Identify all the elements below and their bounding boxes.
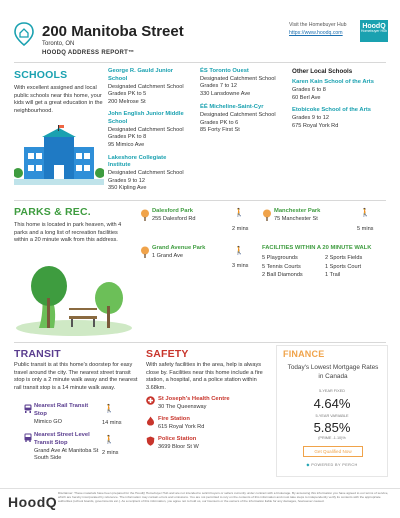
school-name: Karen Kain School of the Arts bbox=[292, 79, 374, 86]
walk-icon: 🚶 bbox=[360, 208, 370, 217]
facility-item: 5 Playgrounds bbox=[262, 255, 298, 261]
school-grades: Grades PK to 5 bbox=[108, 91, 147, 98]
school-list-catchment-2 bbox=[200, 68, 282, 135]
school-item[interactable] bbox=[200, 104, 282, 134]
park-time: 2 mins bbox=[232, 226, 249, 232]
footer-logo[interactable]: HoodQ bbox=[8, 494, 58, 510]
park-address: 75 Manchester St bbox=[274, 215, 318, 222]
divider bbox=[14, 200, 386, 201]
safety-item[interactable] bbox=[158, 396, 268, 411]
facility-item: 1 Sports Court bbox=[325, 263, 362, 270]
other-schools-title: Other Local Schools bbox=[292, 68, 353, 75]
tree-icon bbox=[140, 209, 150, 221]
train-icon bbox=[24, 404, 32, 413]
school-address: 95 Mimico Ave bbox=[108, 141, 145, 148]
rail-stop-time: 14 mins bbox=[102, 420, 122, 426]
street-stop[interactable] bbox=[34, 432, 100, 463]
school-item[interactable] bbox=[292, 79, 388, 102]
divider bbox=[0, 488, 400, 489]
powered-by-label: POWERED BY PERCH bbox=[311, 463, 358, 467]
walk-icon: 🚶 bbox=[104, 435, 114, 444]
park-time: 3 mins bbox=[232, 263, 249, 269]
safety-address: 615 Royal York Rd bbox=[158, 423, 205, 430]
school-list-catchment-1 bbox=[108, 68, 188, 193]
school-grades: Grades 9 to 12 bbox=[108, 177, 146, 184]
school-item[interactable] bbox=[292, 107, 388, 130]
facility-item: 1 Trail bbox=[325, 272, 341, 279]
rail-stop-name: Mimico GO bbox=[34, 418, 62, 425]
school-grades: Grades 9 to 12 bbox=[292, 115, 330, 122]
logo-word: HoodQ bbox=[362, 23, 386, 30]
visit-link[interactable]: https://www.hoodq.com bbox=[289, 30, 343, 36]
park-time: 5 mins bbox=[357, 226, 374, 232]
safety-address: 30 The Queensway bbox=[158, 403, 207, 410]
tree-icon bbox=[262, 209, 272, 221]
finance-subtitle: Today's Lowest Mortgage Rates in Canada bbox=[287, 364, 379, 380]
visit-label: Visit the Homebuyer Hub bbox=[289, 22, 347, 28]
finance-panel bbox=[276, 345, 388, 477]
safety-name: St Joseph's Health Centre bbox=[158, 396, 230, 402]
facilities-title: FACILITIES WITHIN A 20 MINUTE WALK bbox=[262, 245, 372, 251]
school-address: 200 Melrose St bbox=[108, 98, 146, 105]
school-list-other bbox=[292, 68, 388, 130]
school-name: John English Junior Middle School bbox=[108, 111, 184, 126]
schools-title: SCHOOLS bbox=[14, 69, 68, 81]
divider bbox=[14, 62, 386, 63]
safety-item[interactable] bbox=[158, 436, 268, 451]
city-label: Toronto, ON bbox=[42, 41, 75, 47]
street-stop-time: 2 mins bbox=[102, 450, 119, 456]
school-item[interactable] bbox=[108, 68, 188, 106]
school-item[interactable] bbox=[200, 68, 282, 98]
walk-icon: 🚶 bbox=[234, 246, 244, 255]
variable-label: 5-YEAR VARIABLE bbox=[315, 414, 349, 418]
school-grades: Grades 6 to 8 bbox=[292, 87, 326, 94]
hospital-icon bbox=[146, 396, 155, 405]
park-address: 1 Grand Ave bbox=[152, 252, 183, 259]
facility-item: 5 Tennis Courts bbox=[262, 263, 301, 270]
park-item[interactable] bbox=[152, 245, 232, 260]
walk-icon: 🚶 bbox=[234, 208, 244, 217]
safety-name: Fire Station bbox=[158, 416, 190, 422]
parks-intro: This home is located in park heaven, with 4 parks and a long list of recreation facilities within a 20 minute walk from this address. bbox=[14, 222, 122, 244]
safety-address: 3699 Bloor St W bbox=[158, 443, 199, 450]
park-illustration bbox=[14, 258, 134, 338]
divider bbox=[14, 342, 386, 343]
school-name: George R. Gauld Junior School bbox=[108, 68, 174, 82]
rail-stop[interactable] bbox=[34, 403, 96, 426]
school-type: Designated Catchment School bbox=[108, 83, 184, 90]
school-type: Designated Catchment School bbox=[200, 75, 276, 82]
walk-icon: 🚶 bbox=[104, 404, 114, 413]
park-name: Dalesford Park bbox=[152, 208, 193, 214]
safety-name: Police Station bbox=[158, 436, 197, 442]
powered-by bbox=[277, 463, 387, 468]
school-name: ÉÉ Micheline-Saint-Cyr bbox=[200, 104, 264, 111]
hoodq-logo[interactable] bbox=[360, 20, 388, 42]
park-item[interactable] bbox=[274, 208, 354, 223]
school-item[interactable] bbox=[108, 111, 188, 149]
variable-rate: 5.85% bbox=[313, 420, 351, 435]
street-stop-name: Grand Ave At Manitoba St South Side bbox=[34, 447, 99, 462]
school-item[interactable] bbox=[108, 155, 188, 193]
park-name: Grand Avenue Park bbox=[152, 245, 206, 251]
park-name: Manchester Park bbox=[274, 208, 321, 214]
school-address: 330 Lansdowne Ave bbox=[200, 90, 251, 97]
street-stop-title: Nearest Street Level Transit Stop bbox=[34, 432, 90, 446]
park-address: 255 Dalesford Rd bbox=[152, 215, 196, 222]
school-illustration bbox=[14, 125, 104, 185]
school-grades: Grades PK to 6 bbox=[200, 119, 239, 126]
school-address: 60 Berl Ave bbox=[292, 94, 321, 101]
house-pin-icon bbox=[14, 22, 34, 46]
fire-icon bbox=[146, 416, 155, 426]
school-address: 85 Forty First St bbox=[200, 127, 240, 134]
facility-item: 2 Ball Diamonds bbox=[262, 272, 303, 279]
perch-icon: ◆ bbox=[306, 463, 310, 467]
school-name: Etobicoke School of the Arts bbox=[292, 107, 372, 114]
safety-intro: With safety facilities in the area, help is always close by. Facilities near this home include a fire station, a hospital, and a police station within 3.68km. bbox=[146, 362, 263, 391]
parks-title: PARKS & REC. bbox=[14, 206, 91, 218]
school-name: ÉS Toronto Ouest bbox=[200, 68, 249, 74]
get-qualified-button[interactable]: Get Qualified Now bbox=[303, 446, 363, 457]
school-address: 350 Kipling Ave bbox=[108, 185, 147, 192]
school-type: Designated Catchment School bbox=[108, 126, 184, 133]
safety-item[interactable] bbox=[158, 416, 268, 431]
park-item[interactable] bbox=[152, 208, 232, 223]
report-label: HOODQ ADDRESS REPORT™ bbox=[42, 50, 135, 56]
facilities-list bbox=[262, 255, 388, 280]
schools-intro: With excellent assigned and local public schools near this home, your kids will get a great education in the neighbourhood. bbox=[14, 85, 103, 114]
fixed-rate: 4.64% bbox=[313, 396, 351, 411]
school-type: Designated Catchment School bbox=[200, 112, 276, 119]
rail-stop-title: Nearest Rail Transit Stop bbox=[34, 403, 89, 417]
school-grades: Grades 7 to 12 bbox=[200, 83, 238, 90]
fixed-label: 5-YEAR FIXED bbox=[319, 389, 345, 393]
school-address: 675 Royal York Rd bbox=[292, 122, 339, 129]
tree-icon bbox=[140, 246, 150, 258]
school-grades: Grades PK to 8 bbox=[108, 134, 147, 141]
bus-icon bbox=[24, 433, 32, 442]
page-title: 200 Manitoba Street bbox=[42, 23, 184, 40]
police-icon bbox=[146, 436, 155, 446]
logo-sub: Homebuyer Hub bbox=[360, 29, 388, 33]
transit-intro: Public transit is at this home's doorstep for easy travel around the city. The nearest street transit stop is only a 2 minute walk away and the nearest rail transit stop is a 14 minute walk away. bbox=[14, 362, 138, 391]
safety-title: SAFETY bbox=[146, 348, 189, 360]
school-type: Designated Catchment School bbox=[108, 170, 184, 177]
transit-title: TRANSIT bbox=[14, 348, 61, 360]
school-name: Lakeshore Collegiate Institute bbox=[108, 154, 167, 169]
footer-disclaimer: Disclaimer: These materials have been prepared for the HoodQ Homebuyer Hub and are not intended to solicit buyers or sellers currently under contract with a brokerage. By accessing this information you have agreed to our terms of service, which are hereby incorporated by reference. The information may contain errors and omissions. You are not permitted to rely on the contents of this information and must take steps to independently verify its contents with the appropriate authorities (school boards, governments etc.). As a recipient of this information, you agree not to hold us, our licensors or the owners of the information liable for any damages, howsoever caused. bbox=[58, 491, 389, 504]
prime-note: (PRIME -1.10)% bbox=[318, 436, 346, 440]
finance-title: FINANCE bbox=[283, 349, 325, 359]
facility-item: 2 Sports Fields bbox=[325, 255, 363, 261]
